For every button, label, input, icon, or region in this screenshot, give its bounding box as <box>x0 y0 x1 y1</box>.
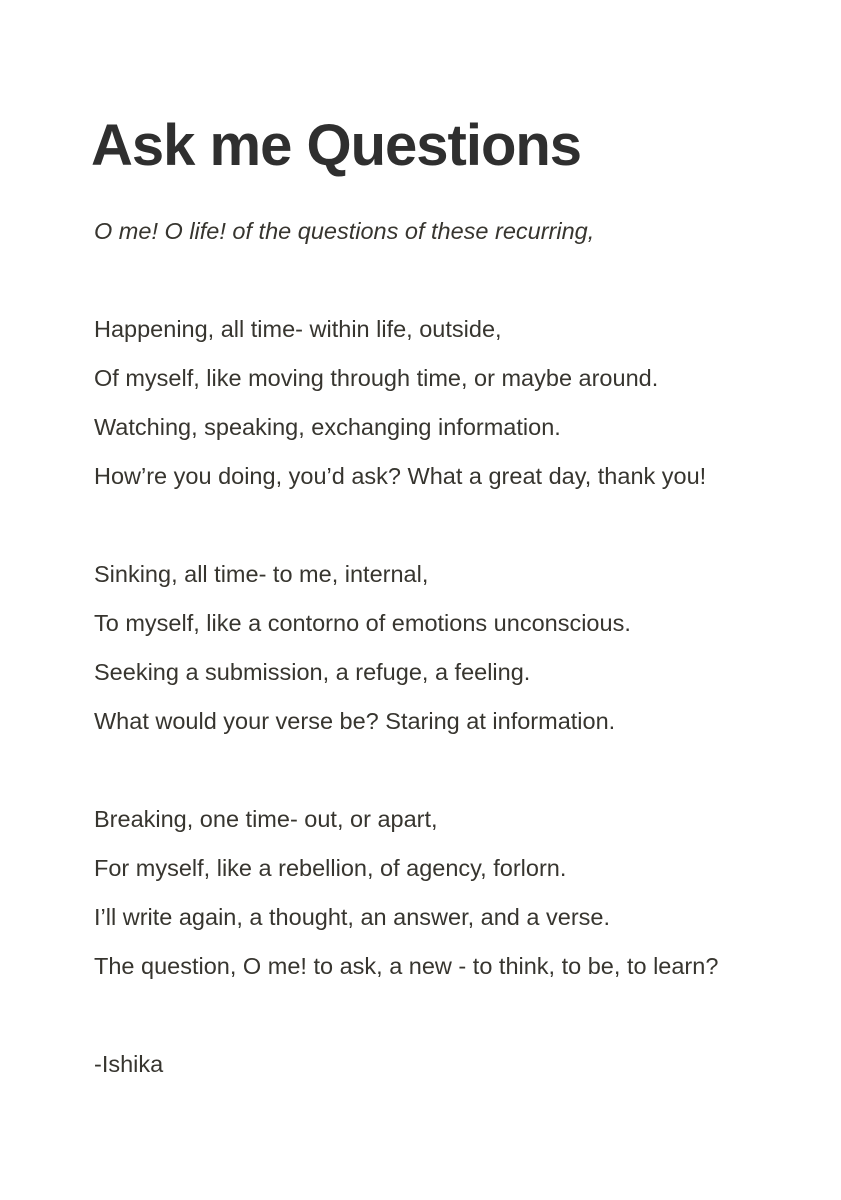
stanza-3-line-3: I’ll write again, a thought, an answer, and a verse. <box>94 904 611 930</box>
stanza-1-line-4: How’re you doing, you’d ask? What a great day, thank you! <box>94 463 707 489</box>
epigraph: O me! O life! of the questions of these recurring, <box>94 218 595 244</box>
stanza-1-line-1: Happening, all time- within life, outside, <box>94 316 502 342</box>
page-title: Ask me Questions <box>91 113 582 178</box>
stanza-2-line-2: To myself, like a contorno of emotions unconscious. <box>94 610 631 636</box>
stanza-3-line-4: The question, O me! to ask, a new - to think, to be, to learn? <box>94 953 719 979</box>
stanza-2-line-4: What would your verse be? Staring at information. <box>94 708 616 734</box>
signature: -Ishika <box>94 1051 164 1077</box>
stanza-1-line-2: Of myself, like moving through time, or maybe around. <box>94 365 659 391</box>
stanza-2-line-1: Sinking, all time- to me, internal, <box>94 561 429 587</box>
stanza-1-line-3: Watching, speaking, exchanging information. <box>94 414 561 440</box>
stanza-3-line-2: For myself, like a rebellion, of agency, forlorn. <box>94 855 567 881</box>
stanza-3-line-1: Breaking, one time- out, or apart, <box>94 806 438 832</box>
stanza-2-line-3: Seeking a submission, a refuge, a feeling. <box>94 659 531 685</box>
